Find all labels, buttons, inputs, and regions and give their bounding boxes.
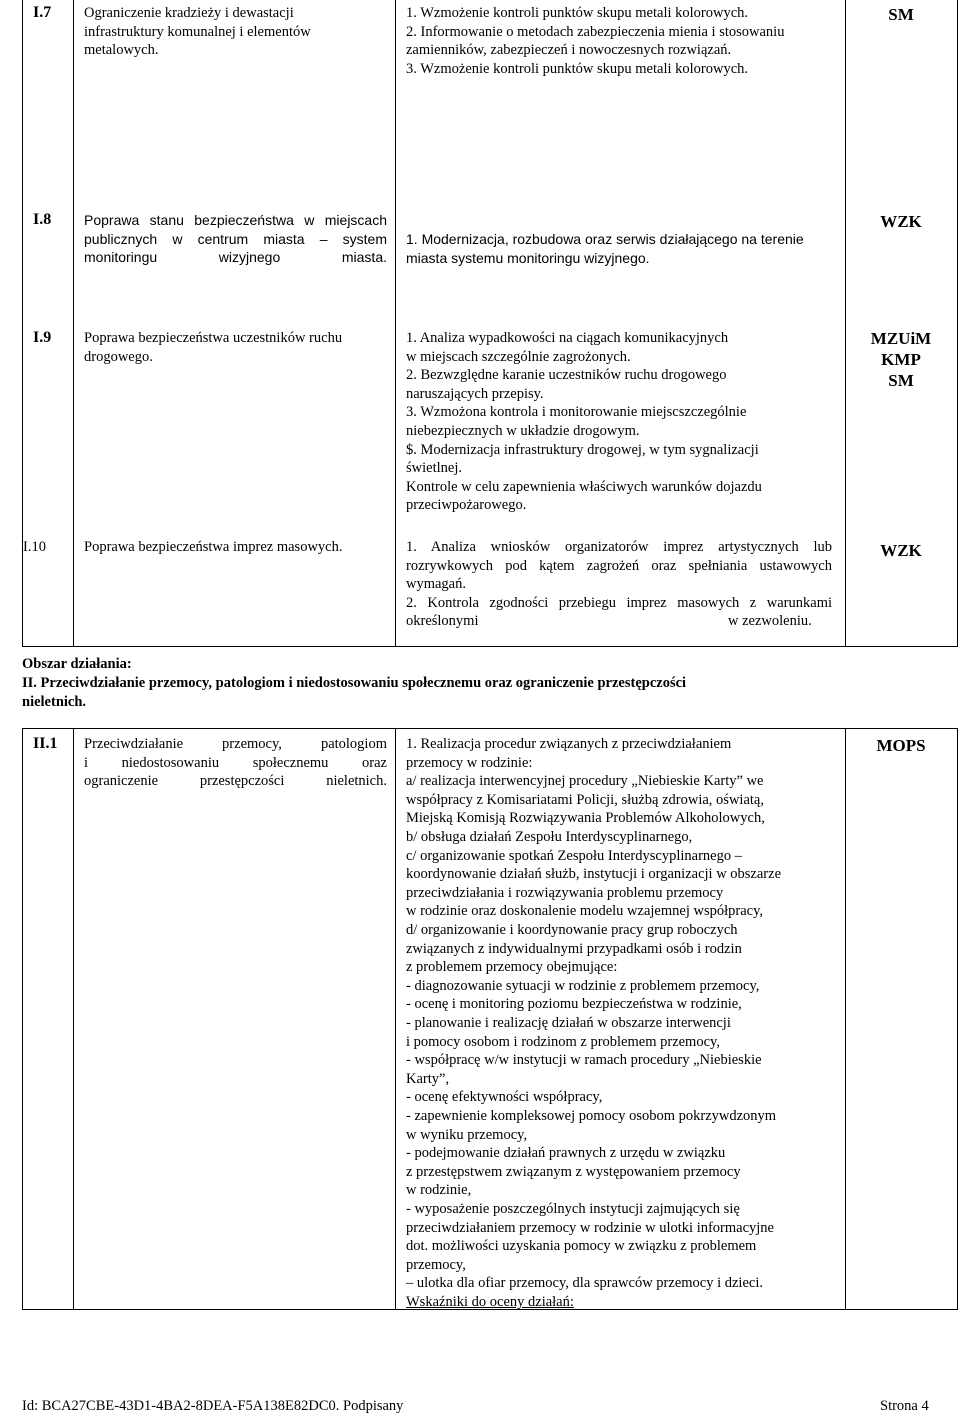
action-line: w zezwoleniu. <box>728 613 812 630</box>
goal-line: Przeciwdziałanie przemocy, patologiom <box>84 736 387 752</box>
action-line: - podejmowanie działań prawnych z urzędu w związku <box>406 1145 726 1162</box>
action-line: z problemem przemocy obejmujące: <box>406 959 618 976</box>
action-line: b/ obsługa działań Zespołu Interdyscyplinarnego, <box>406 829 693 845</box>
action-line: 1. Analiza wypadkowości na ciągach komunikacyjnych <box>406 330 729 346</box>
goal-line: publicznych w centrum miasta – system <box>84 230 387 247</box>
goal-line: Ograniczenie kradzieży i dewastacji <box>84 5 294 21</box>
action-line: określonymi <box>406 613 479 630</box>
action-line: w rodzinie, <box>406 1182 472 1199</box>
action-line: 1. Analiza wniosków organizatorów imprez artystycznych lub <box>406 539 832 555</box>
action-line: w miejscach szczególnie zagrożonych. <box>406 348 631 365</box>
rule <box>957 0 958 647</box>
rule <box>22 646 958 647</box>
action-line: przeciwdziałania i rozwiązywania problemu przemocy <box>406 884 724 901</box>
action-line: koordynowanie działań służb, instytucji i organizacji w obszarze <box>406 866 782 883</box>
action-line: przeciwpożarowego. <box>406 497 527 514</box>
action-line: 1. Realizacja procedur związanych z przeciwdziałaniem <box>406 736 732 752</box>
action-line: - zapewnienie kompleksowej pomocy osobom pokrzywdzonym <box>406 1108 777 1124</box>
rule <box>845 728 846 1310</box>
indicators-heading: Wskaźniki do oceny działań: <box>406 1294 574 1310</box>
action-line: - wyposażenie poszczególnych instytucji zajmujących się <box>406 1201 740 1217</box>
goal-line: i niedostosowaniu społecznemu oraz <box>84 754 387 771</box>
action-line: z przestępstwem związanym z występowaniem przemocy <box>406 1163 741 1180</box>
rule <box>22 728 23 1310</box>
goal-line: monitoringu wizyjnego miasta. <box>84 249 387 266</box>
action-line: 1. Modernizacja, rozbudowa oraz serwis działającego na terenie <box>406 231 804 247</box>
action-line: 1. Wzmożenie kontroli punktów skupu metali kolorowych. <box>406 5 749 21</box>
rule <box>73 0 74 647</box>
goal-line: metalowych. <box>84 42 159 59</box>
document-id: Id: BCA27CBE-43D1-4BA2-8DEA-F5A138E82DC0. Podpisany <box>22 1398 404 1414</box>
action-line: 2. Bezwzględne karanie uczestników ruchu drogowego <box>406 367 727 384</box>
action-line: rozrywkowych pod kątem zagrożeń oraz spełniania ustawowych <box>406 557 832 574</box>
action-line: i pomocy osobom i rodzinom z problemem przemocy, <box>406 1033 720 1050</box>
area-title: nieletnich. <box>22 694 87 710</box>
action-line: współpracy z Komisariatami Policji, służbą zdrowia, oświatą, <box>406 791 764 808</box>
action-line: 2. Informowanie o metodach zabezpieczenia mienia i stosowaniu <box>406 23 785 40</box>
action-line: świetlnej. <box>406 460 462 477</box>
rule <box>22 728 958 729</box>
action-line: 3. Wzmożenie kontroli punktów skupu metali kolorowych. <box>406 60 749 77</box>
responsible-unit: SM <box>888 371 914 390</box>
rule <box>395 0 396 647</box>
row-number: I.7 <box>33 4 52 21</box>
action-line: - współpracę w/w instytucji w ramach procedury „Niebieskie <box>406 1052 762 1069</box>
rule <box>957 728 958 1310</box>
action-line: Miejską Komisją Rozwiązywania Problemów Alkoholowych, <box>406 810 765 827</box>
responsible-unit: WZK <box>880 541 922 560</box>
action-line: przemocy, <box>406 1256 466 1273</box>
rule <box>73 728 74 1310</box>
action-line: - diagnozowanie sytuacji w rodzinie z problemem przemocy, <box>406 977 760 994</box>
action-line: 3. Wzmożona kontrola i monitorowanie miejscszczególnie <box>406 404 747 421</box>
goal-line: drogowego. <box>84 348 153 365</box>
goal-line: Poprawa bezpieczeństwa uczestników ruchu <box>84 330 343 346</box>
goal-line: ograniczenie przestępczości nieletnich. <box>84 773 387 790</box>
responsible-unit: WZK <box>880 212 922 231</box>
responsible-unit: MZUiM <box>870 329 932 348</box>
responsible-unit: SM <box>888 5 914 24</box>
action-line: przemocy w rodzinie: <box>406 754 533 771</box>
row-number: I.8 <box>33 211 52 228</box>
action-line: c/ organizowanie spotkań Zespołu Interdyscyplinarnego – <box>406 847 742 864</box>
action-line: - planowanie i realizację działań w obszarze interwencji <box>406 1015 731 1031</box>
area-label: Obszar działania: <box>22 656 132 672</box>
action-line: Kontrole w celu zapewnienia właściwych warunków dojazdu <box>406 478 762 495</box>
action-line: naruszających przepisy. <box>406 385 544 402</box>
rule <box>395 728 396 1310</box>
action-line: $. Modernizacja infrastruktury drogowej, w tym sygnalizacji <box>406 441 759 458</box>
goal-line: Poprawa bezpieczeństwa imprez masowych. <box>84 539 343 555</box>
action-line: dot. możliwości uzyskania pomocy w związku z problemem <box>406 1238 757 1255</box>
action-line: wymagań. <box>406 576 466 593</box>
responsible-unit: MOPS <box>876 736 926 755</box>
page-number: Strona 4 <box>880 1398 929 1414</box>
action-line: – ulotka dla ofiar przemocy, dla sprawców przemocy i dzieci. <box>406 1275 763 1292</box>
responsible-unit: KMP <box>881 350 921 369</box>
action-line: w rodzinie oraz doskonalenie modelu wzajemnej współpracy, <box>406 903 764 920</box>
row-number: I.9 <box>33 329 52 346</box>
action-line: d/ organizowanie i koordynowanie pracy grup roboczych <box>406 922 738 938</box>
action-line: Karty”, <box>406 1070 450 1087</box>
goal-line: infrastruktury komunalnej i elementów <box>84 23 311 40</box>
action-line: przeciwdziałaniem przemocy w rodzinie w ulotki informacyjne <box>406 1219 774 1236</box>
action-line: związanych z indywidualnymi przypadkami osób i rodzin <box>406 940 742 957</box>
action-line: - ocenę i monitoring poziomu bezpieczeństwa w rodzinie, <box>406 996 742 1013</box>
action-line: a/ realizacja interwencyjnej procedury „Niebieskie Karty” we <box>406 773 764 790</box>
action-line: miasta systemu monitoringu wizyjnego. <box>406 249 650 266</box>
goal-line: Poprawa stanu bezpieczeństwa w miejscach <box>84 212 387 228</box>
action-line: 2. Kontrola zgodności przebiegu imprez masowych z warunkami <box>406 594 832 611</box>
action-line: zamienników, zabezpieczeń i nowoczesnych rozwiązań. <box>406 42 732 59</box>
action-line: niebezpiecznych w układzie drogowym. <box>406 423 640 439</box>
row-number: II.1 <box>33 735 58 752</box>
row-number: I.10 <box>23 539 46 555</box>
area-title: II. Przeciwdziałanie przemocy, patologiom i niedostosowaniu społecznemu oraz ograniczenie przestępczości <box>22 675 687 691</box>
action-line: - ocenę efektywności współpracy, <box>406 1089 603 1106</box>
action-line: w wyniku przemocy, <box>406 1126 528 1143</box>
